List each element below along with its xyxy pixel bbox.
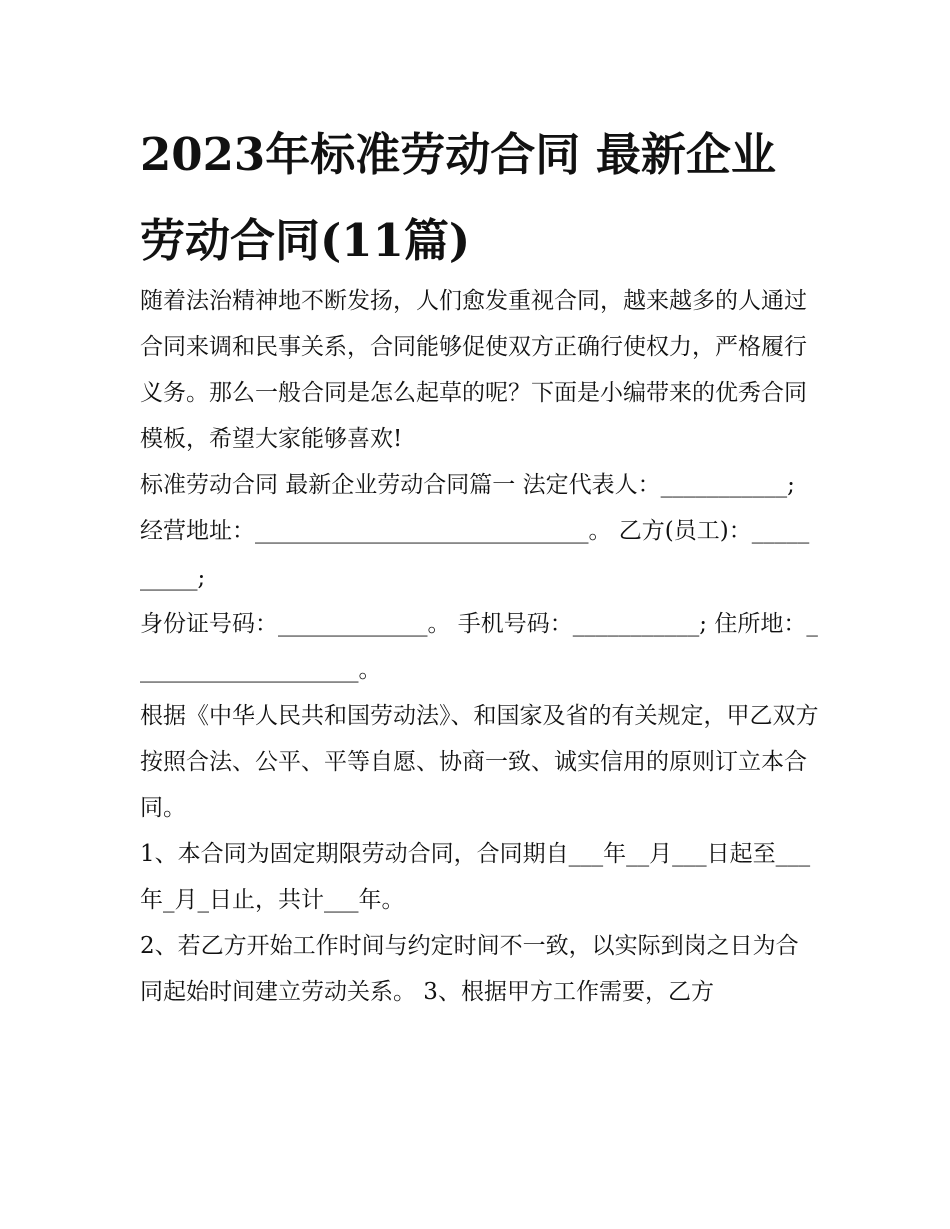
clause-1: 1、本合同为固定期限劳动合同，合同期自___年__月___日起至___年_月_日止，共计___年。 [140,841,811,914]
intro-paragraph: 随着法治精神地不断发扬，人们愈发重视合同，越来越多的人通过合同来调和民事关系，合同能够促使双方正确行使权力，严格履行义务。那么一般合同是怎么起草的呢？下面是小编带来的优秀合同模板，希望大家能够喜欢! [140,288,807,453]
clause-2-3: 2、若乙方开始工作时间与约定时间不一致，以实际到岗之日为合同起始时间建立劳动关系。 3、根据甲方工作需要，乙方 [140,933,799,1006]
business-address-line: 经营地址：_____________________________。 乙方(员工)：__________; [140,518,810,591]
legal-basis-paragraph: 根据《中华人民共和国劳动法》、和国家及省的有关规定，甲乙双方按照合法、公平、平等自愿、协商一致、诚实信用的原则订立本合同。 [140,702,819,822]
id-phone-address-line: 身份证号码：_____________。 手机号码：___________; 住所地：____________________。 [140,610,818,683]
document-title: 2023年标准劳动合同 最新企业劳动合同(11篇) [140,128,776,267]
legal-representative-line: 标准劳动合同 最新企业劳动合同篇一 法定代表人：___________; [140,472,795,499]
document-body [140,278,820,1016]
